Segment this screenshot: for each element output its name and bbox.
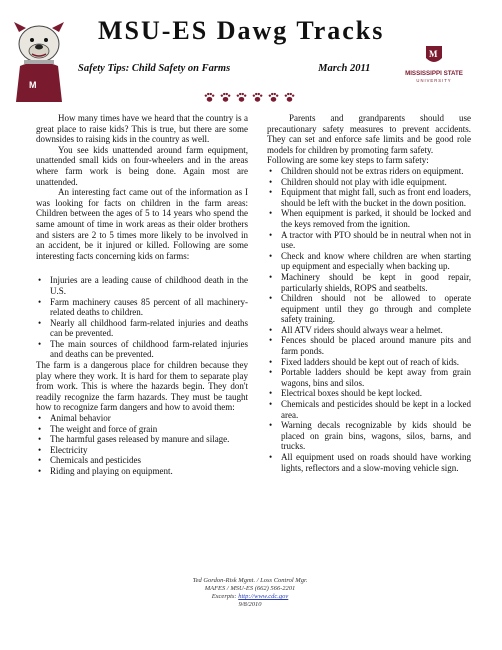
paw-print-icon bbox=[268, 92, 279, 103]
excerpts-link[interactable]: http://www.cdc.gov bbox=[238, 593, 289, 600]
safety-step-item: • Check and know where children are when starting up equipment and especially when backing up. bbox=[267, 251, 471, 272]
msu-logo bbox=[404, 44, 464, 88]
topic-label: Safety Tips: Child Safety on Farms bbox=[78, 63, 231, 74]
paw-print-icon bbox=[252, 92, 263, 103]
safety-step-item: • Equipment that might fall, such as front end loaders, should be left with the bucket in the down position. bbox=[267, 187, 471, 208]
dangers-list bbox=[36, 413, 248, 477]
fact-item: • Farm machinery causes 85 percent of all machinery-related deaths to children. bbox=[36, 297, 248, 318]
safety-step-item: • Children should not play with idle equipment. bbox=[267, 177, 471, 188]
footer bbox=[150, 577, 350, 609]
left-column bbox=[36, 113, 248, 477]
fact-item: • Injuries are a leading cause of childhood death in the U.S. bbox=[36, 275, 248, 296]
safety-step-item: • Fences should be placed around manure pits and farm ponds. bbox=[267, 335, 471, 356]
safety-step-item: • Fixed ladders should be kept out of reach of kids. bbox=[267, 357, 471, 368]
svg-text:UNIVERSITY: UNIVERSITY bbox=[416, 78, 452, 83]
newsletter-title: MSU-ES Dawg Tracks bbox=[98, 16, 385, 45]
contact-line: MAFES / MSU-ES (662) 566-2201 bbox=[204, 585, 296, 592]
danger-item: • Electricity bbox=[36, 445, 248, 456]
facts-list bbox=[36, 275, 248, 360]
fact-item: • The main sources of childhood farm-related injuries and deaths can be prevented. bbox=[36, 339, 248, 360]
safety-step-item: • Machinery should be kept in good repair, particularly shields, ROPS and seatbelts. bbox=[267, 272, 471, 293]
issue-date: March 2011 bbox=[318, 63, 371, 74]
safety-step-item: • Warning decals recognizable by kids should be placed on grain bins, wagons, silos, barns, and trucks. bbox=[267, 420, 471, 452]
right-column bbox=[267, 113, 471, 473]
danger-item: • The harmful gases released by manure and silage. bbox=[36, 434, 248, 445]
paw-print-icon bbox=[220, 92, 231, 103]
safety-step-item: • Children should not be extras riders on equipment. bbox=[267, 166, 471, 177]
facts-paragraph: An interesting fact came out of the information as I was looking for facts on children in the farm areas: Children between the ages of 5 to 14 years who spend the same amount of time in work areas as their older brothers and sisters are 2 to 5 times more likely to be involved in an accident, be it injured or killed. Following are some interesting facts concerning kids on farms: bbox=[36, 187, 248, 261]
paw-print-divider bbox=[204, 92, 295, 104]
unattended-paragraph: You see kids unattended around farm equipment, unattended small kids on four-wheelers and in the areas where farm work is being done. Again most are unattended. bbox=[36, 144, 248, 187]
author-line: Ted Gordon-Risk Mgmt. / Loss Control Mgr. bbox=[192, 577, 308, 584]
bulldog-mascot-icon bbox=[10, 14, 68, 106]
svg-text:MISSISSIPPI STATE: MISSISSIPPI STATE bbox=[405, 70, 463, 77]
danger-item: • Chemicals and pesticides bbox=[36, 455, 248, 466]
paw-print-icon bbox=[236, 92, 247, 103]
parents-paragraph: Parents and grandparents should use precautionary safety measures to prevent accidents. They can set and enforce safe limits and be good role models for children by promoting farm safety. bbox=[267, 113, 471, 155]
excerpts-label: Excerpts: bbox=[211, 593, 237, 600]
safety-steps-list bbox=[267, 166, 471, 473]
footer-date: 9/8/2010 bbox=[238, 601, 262, 608]
intro-paragraph: How many times have we heard that the country is a great place to raise kids? This is true, but there are some downsides to raising kids in the country as well. bbox=[36, 113, 248, 145]
excerpts-line bbox=[150, 593, 350, 601]
safety-step-item: • All equipment used on roads should have working lights, reflectors and a slow-moving vehicle sign. bbox=[267, 452, 471, 473]
safety-step-item: • Children should not be allowed to operate equipment until they go through and complete safety training. bbox=[267, 293, 471, 325]
steps-intro: Following are some key steps to farm safety: bbox=[267, 155, 429, 166]
newsletter-subtitle bbox=[78, 63, 370, 74]
svg-text:M: M bbox=[29, 80, 37, 90]
safety-step-item: • All ATV riders should always wear a helmet. bbox=[267, 325, 471, 336]
danger-item: • The weight and force of grain bbox=[36, 424, 248, 435]
svg-text:M: M bbox=[429, 49, 438, 59]
dangers-paragraph: The farm is a dangerous place for children because they play where they work. It is hard for them to separate play from work. This is where the hazards begin. They don't readily recognize the farm hazards. They must be taught how to recognize farm dangers and how to avoid them: bbox=[36, 360, 248, 413]
safety-step-item: • Chemicals and pesticides should be kept in a locked area. bbox=[267, 399, 471, 420]
safety-step-item: • Electrical boxes should be kept locked. bbox=[267, 388, 471, 399]
safety-step-item: • When equipment is parked, it should be locked and the keys removed from the ignition. bbox=[267, 208, 471, 229]
paw-print-icon bbox=[204, 92, 215, 103]
safety-step-item: • A tractor with PTO should be in neutral when not in use. bbox=[267, 230, 471, 251]
safety-step-item: • Portable ladders should be kept away from grain wagons, bins and silos. bbox=[267, 367, 471, 388]
danger-item: • Animal behavior bbox=[36, 413, 248, 424]
fact-item: • Nearly all childhood farm-related injuries and deaths can be prevented. bbox=[36, 318, 248, 339]
danger-item: • Riding and playing on equipment. bbox=[36, 466, 248, 477]
paw-print-icon bbox=[284, 92, 295, 103]
